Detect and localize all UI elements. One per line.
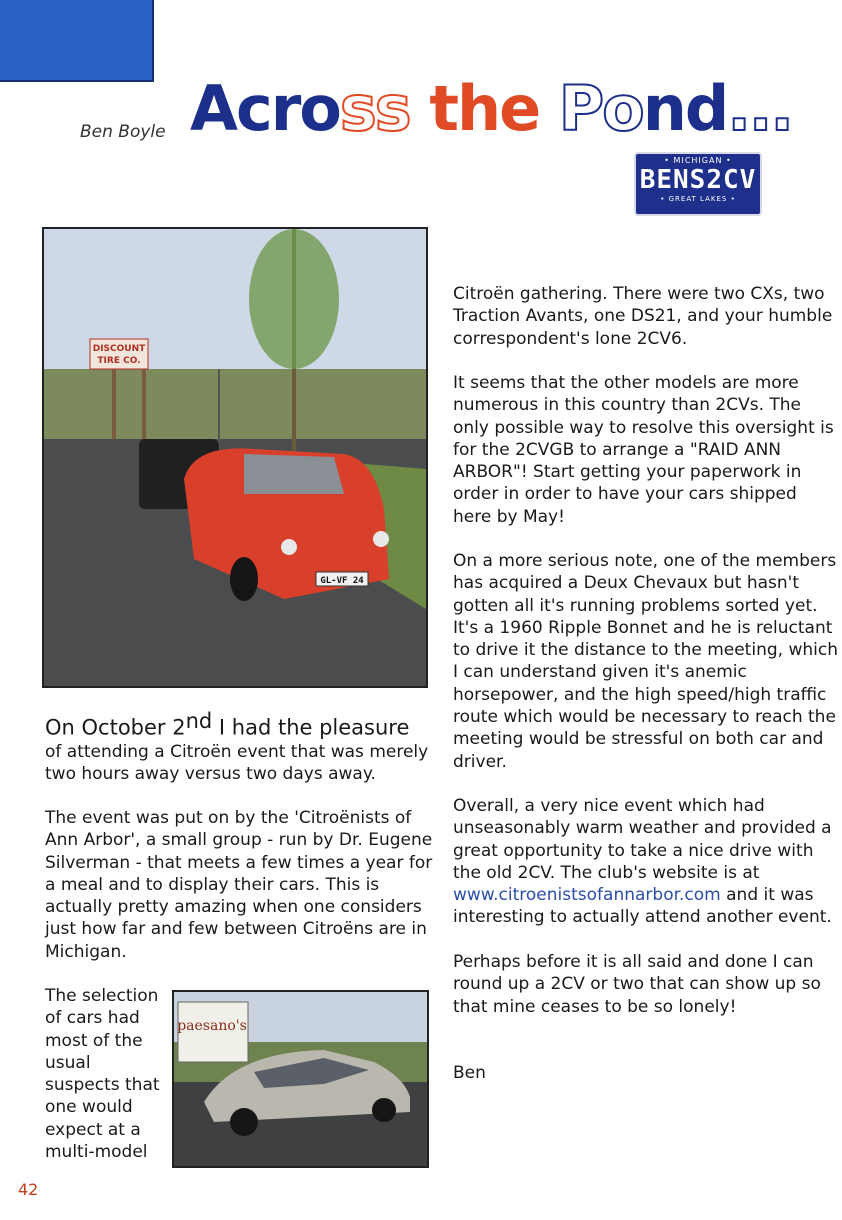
corner-color-block xyxy=(0,0,154,82)
plate-state: • MICHIGAN • xyxy=(664,156,732,165)
title-part-4: Po xyxy=(558,72,643,145)
photo1-sign-line1: DISCOUNT xyxy=(92,344,146,354)
club-website-link[interactable]: www.citroenistsofannarbor.com xyxy=(453,885,721,906)
left-lead-paragraph xyxy=(45,710,435,786)
photo-red-2cv xyxy=(42,227,428,688)
right-paragraph-2: It seems that the other models are more numerous in this country than 2CVs. The only possible way to resolve this oversight is for the 2CVGB to arrange a "RAID ANN ARBOR"! Start getting your paperwork in order in order to have your cars shipped here by May! xyxy=(453,373,834,527)
title-part-5: nd xyxy=(642,72,728,145)
photo1-car-plate: GL-VF 24 xyxy=(320,576,364,586)
right-paragraph-5: Perhaps before it is all said and done I can round up a 2CV or two that can show up so that mine ceases to be so lonely! xyxy=(453,952,821,1017)
title-part-1: Acro xyxy=(190,72,340,145)
photo2-sign: paesano's xyxy=(177,1018,247,1034)
right-paragraph-3: On a more serious note, one of the members has acquired a Deux Chevaux but hasn't gotten all it's running problems sorted yet. It's a 1960 Ripple Bonnet and he is reluctant to drive it the distance to the meeting, which I can understand given it's anemic horsepower, and the high speed/high traffic route which would be necessary to reach the meeting would be stressful on both car and driver. xyxy=(453,551,838,772)
signoff: Ben xyxy=(453,1063,486,1083)
para4-text-a: Overall, a very nice event which had unseasonably warm weather and provided a great opportunity to take a nice drive with the old 2CV. The club's website is at xyxy=(453,796,832,883)
left-paragraph-3: The selection of cars had most of the usual suspects that one would expect at a multi-model xyxy=(45,986,160,1163)
license-plate-image xyxy=(634,152,762,216)
page-number: 42 xyxy=(18,1180,39,1199)
title-part-2: ss xyxy=(339,72,410,145)
right-paragraph-1: Citroën gathering. There were two CXs, two Traction Avants, one DS21, and your humble correspondent's lone 2CV6. xyxy=(453,284,833,349)
title-part-3: the xyxy=(429,72,540,145)
title-part-6: ... xyxy=(727,72,792,145)
photo1-sign-line2: TIRE CO. xyxy=(97,356,141,366)
article-title xyxy=(190,72,792,145)
left-paragraph-2: The event was put on by the 'Citroënists of Ann Arbor', a small group - run by Dr. Eugene Silverman - that meets a few times a year for a meal and to display their cars. This is actually pretty amazing when one considers just how far and few between Citroëns are in Michigan. xyxy=(45,808,433,962)
lead-text-pre: On October 2 xyxy=(45,715,186,740)
plate-slogan: • GREAT LAKES • xyxy=(660,195,736,203)
right-paragraph-4 xyxy=(453,795,838,929)
plate-number: BENS2CV xyxy=(639,165,757,195)
para4-text-b: and it was interesting to actually attend another event. xyxy=(453,885,832,928)
lead-text-post: I had the pleasure xyxy=(212,715,410,740)
photo-citroen-cx xyxy=(172,990,429,1168)
lead-text-sup: nd xyxy=(185,709,213,733)
lead-text-rest: of attending a Citroën event that was merely two hours away versus two days away. xyxy=(45,741,429,785)
author-byline: Ben Boyle xyxy=(80,122,166,142)
